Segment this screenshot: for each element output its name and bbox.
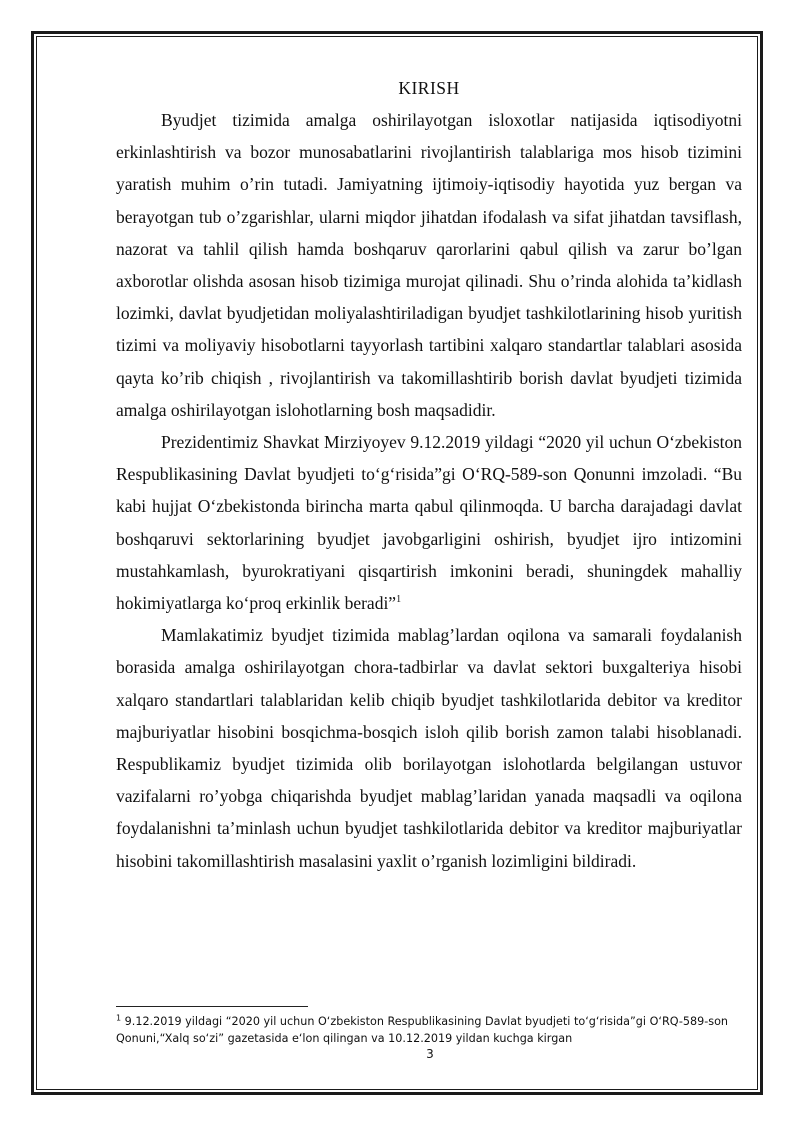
footnote-separator (116, 1006, 308, 1007)
footnote-marker: 1 (116, 1013, 122, 1023)
paragraph-3: Mamlakatimiz byudjet tizimida mablag’lardan oqilona va samarali foydalanish borasida amalga oshirilayotgan chora-tadbirlar va davlat sektori buxgalteriya hisobi xalqaro standartlari talablaridan kelib chiqib byudjet tashkilotlarida debitor va kreditor majburiyatlar hisobini bosqichma-bosqich isloh qilib borish zamon talabi hisoblanadi. Respublikamiz byudjet tizimida olib borilayotgan islohotlarda belgilangan ustuvor vazifalarni ro’yobga chiqarishda byudjet mablag’laridan yanada maqsadli va oqilona foydalanishni ta’minlash uchun byudjet tashkilotlarida debitor va kreditor majburiyatlar hisobini takomillashtirish masalasini yaxlit o’rganish lozimligini bildiradi. (116, 625, 742, 871)
footnote-reference[interactable]: 1 (396, 594, 402, 606)
paragraph-1: Byudjet tizimida amalga oshirilayotgan isloxotlar natijasida iqtisodiyotni erkinlashtirish va bozor munosabatlarini rivojlantirish talablariga mos hisob tizimini yaratish muhim o’rin tutadi. Jamiyatning ijtimoiy-iqtisodiy hayotida yuz bergan va berayotgan tub o’zgarishlar, ularni miqdor jihatdan ifodalash va sifat jihatdan tavsiflash, nazorat va tahlil qilish hamda boshqaruv qarorlarini qabul qilish va zarur bo’lgan axborotlar olishda asosan hisob tizimiga murojat qilinadi. Shu o’rinda alohida ta’kidlash lozimki, davlat byudjetidan moliyalashtiriladigan byudjet tashkilotlarining hisob yuritish tizimi va moliyaviy hisobotlarni tayyorlash tartibini xalqaro standartlar talablari asosida qayta ko’rib chiqish , rivojlantirish va takomillashtirib borish davlat byudjeti tizimida amalga oshirilayotgan islohotlarning bosh maqsadidir. (116, 110, 742, 420)
section-title: KIRISH (398, 78, 460, 98)
paragraph-2-text: Prezidentimiz Shavkat Mirziyoyev 9.12.2019 yildagi “2020 yil uchun O‘zbekiston Respublikasining Davlat byudjeti to‘g‘risida”gi O‘RQ-589-son Qonunni imzoladi. “Bu kabi hujjat O‘zbekistonda birincha marta qabul qilinmoqda. U barcha darajadagi davlat boshqaruvi sektorlarining byudjet javobgarligini oshirish, byudjet ijro intizomini mustahkamlash, byurokratiyani qisqartirish imkonini beradi, shuningdek mahalliy hokimiyatlarga ko‘proq erkinlik beradi” (116, 432, 742, 614)
page-number: 3 (426, 1047, 434, 1061)
document-body (116, 76, 742, 877)
footnote (116, 1013, 744, 1047)
footnote-text: 9.12.2019 yildagi “2020 yil uchun O‘zbekiston Respublikasining Davlat byudjeti to‘g‘risida”gi O‘RQ-589-son Qonuni,“Xalq so‘zi” gazetasida e‘lon qilingan va 10.12.2019 yildan kuchga kirgan (116, 1015, 729, 1045)
paragraph-2 (116, 426, 742, 619)
